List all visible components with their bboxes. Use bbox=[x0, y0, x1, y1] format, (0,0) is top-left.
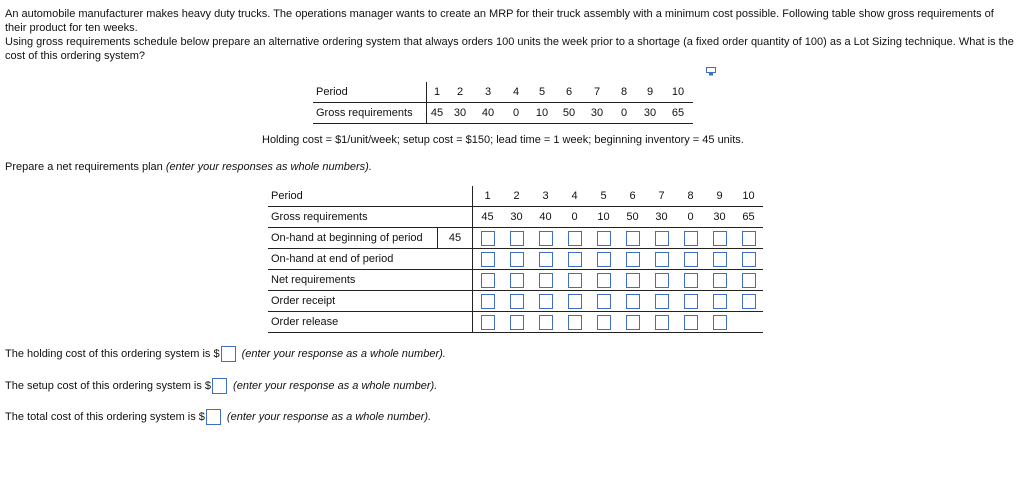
net-requirements-input-6[interactable] bbox=[626, 273, 640, 288]
net-requirements-input-1[interactable] bbox=[481, 273, 495, 288]
net-requirements-input-10[interactable] bbox=[742, 273, 756, 288]
order-release-input-6[interactable] bbox=[626, 315, 640, 330]
onhand-begin-value: 45 bbox=[438, 228, 473, 249]
period-label: Period bbox=[313, 82, 427, 103]
setup-cost-text: The setup cost of this ordering system is $ bbox=[5, 379, 212, 392]
copy-icon[interactable] bbox=[706, 67, 717, 76]
gross-2: 30 bbox=[447, 103, 473, 124]
onhand-begin-input-8[interactable] bbox=[684, 231, 698, 246]
plan-receipt-row bbox=[268, 291, 763, 312]
net-requirements-input-9[interactable] bbox=[713, 273, 727, 288]
net-requirements-input-8[interactable] bbox=[684, 273, 698, 288]
holding-cost-text: The holding cost of this ordering system is $ bbox=[5, 347, 220, 360]
plan-period-8: 8 bbox=[676, 186, 705, 207]
net-requirements-input-5[interactable] bbox=[597, 273, 611, 288]
plan-gross-label: Gross requirements bbox=[268, 207, 438, 228]
period-4: 4 bbox=[503, 82, 529, 103]
gross-6: 50 bbox=[555, 103, 583, 124]
onhand-begin-input-4[interactable] bbox=[568, 231, 582, 246]
onhand-end-input-6[interactable] bbox=[626, 252, 640, 267]
gross-9: 30 bbox=[637, 103, 663, 124]
onhand-begin-input-9[interactable] bbox=[713, 231, 727, 246]
plan-period-7: 7 bbox=[647, 186, 676, 207]
net-requirements-input-3[interactable] bbox=[539, 273, 553, 288]
order-release-label: Order release bbox=[268, 312, 438, 333]
onhand-begin-label: On-hand at beginning of period bbox=[268, 228, 438, 249]
order-release-input-5[interactable] bbox=[597, 315, 611, 330]
problem-line-2: Using gross requirements schedule below prepare an alternative ordering system that always orders 100 units the week prior to a shortage (a fixed order quantity of 100) as a Lot Sizing technique. What is the cost of this ordering system? bbox=[5, 36, 1014, 62]
period-3: 3 bbox=[473, 82, 503, 103]
onhand-end-input-2[interactable] bbox=[510, 252, 524, 267]
plan-period-label: Period bbox=[268, 186, 438, 207]
plan-gross-6: 50 bbox=[618, 207, 647, 228]
onhand-begin-input-6[interactable] bbox=[626, 231, 640, 246]
setup-cost-line bbox=[5, 378, 437, 394]
period-7: 7 bbox=[583, 82, 611, 103]
order-receipt-input-9[interactable] bbox=[713, 294, 727, 309]
plan-period-4: 4 bbox=[560, 186, 589, 207]
plan-gross-1: 45 bbox=[473, 207, 503, 228]
order-receipt-input-8[interactable] bbox=[684, 294, 698, 309]
gross-7: 30 bbox=[583, 103, 611, 124]
net-requirements-input-4[interactable] bbox=[568, 273, 582, 288]
onhand-end-input-3[interactable] bbox=[539, 252, 553, 267]
problem-statement bbox=[5, 7, 1015, 63]
order-release-input-3[interactable] bbox=[539, 315, 553, 330]
plan-period-6: 6 bbox=[618, 186, 647, 207]
onhand-end-label: On-hand at end of period bbox=[268, 249, 438, 270]
plan-gross-3: 40 bbox=[531, 207, 560, 228]
order-release-input-9[interactable] bbox=[713, 315, 727, 330]
order-release-input-4[interactable] bbox=[568, 315, 582, 330]
onhand-begin-input-5[interactable] bbox=[597, 231, 611, 246]
onhand-end-input-8[interactable] bbox=[684, 252, 698, 267]
order-receipt-input-6[interactable] bbox=[626, 294, 640, 309]
order-release-input-8[interactable] bbox=[684, 315, 698, 330]
plan-onhand-begin-row bbox=[268, 228, 763, 249]
onhand-begin-input-2[interactable] bbox=[510, 231, 524, 246]
plan-period-5: 5 bbox=[589, 186, 618, 207]
period-5: 5 bbox=[529, 82, 555, 103]
plan-period-10: 10 bbox=[734, 186, 763, 207]
net-requirements-plan bbox=[268, 186, 763, 333]
total-cost-text: The total cost of this ordering system is $ bbox=[5, 410, 205, 423]
onhand-begin-input-3[interactable] bbox=[539, 231, 553, 246]
gross-row bbox=[313, 103, 693, 124]
instruction-hint: (enter your responses as whole numbers). bbox=[165, 161, 372, 173]
order-release-input-2[interactable] bbox=[510, 315, 524, 330]
problem-line-1: An automobile manufacturer makes heavy duty trucks. The operations manager wants to create an MRP for their truck assembly with a minimum cost possible. Following table show gross requirements of their product for ten weeks. bbox=[5, 8, 994, 34]
gross-10: 65 bbox=[663, 103, 693, 124]
gross-4: 0 bbox=[503, 103, 529, 124]
plan-gross-9: 30 bbox=[705, 207, 734, 228]
plan-gross-2: 30 bbox=[502, 207, 531, 228]
setup-cost-hint: (enter your response as a whole number). bbox=[233, 379, 438, 392]
order-receipt-label: Order receipt bbox=[268, 291, 438, 312]
onhand-begin-input-1[interactable] bbox=[481, 231, 495, 246]
period-1: 1 bbox=[427, 82, 448, 103]
plan-gross-4: 0 bbox=[560, 207, 589, 228]
setup-cost-input[interactable] bbox=[212, 378, 227, 394]
net-requirements-input-7[interactable] bbox=[655, 273, 669, 288]
period-6: 6 bbox=[555, 82, 583, 103]
plan-period-row bbox=[268, 186, 763, 207]
net-requirements-label: Net requirements bbox=[268, 270, 438, 291]
total-cost-input[interactable] bbox=[206, 409, 221, 425]
gross-5: 10 bbox=[529, 103, 555, 124]
plan-gross-10: 65 bbox=[734, 207, 763, 228]
net-requirements-input-2[interactable] bbox=[510, 273, 524, 288]
order-receipt-input-2[interactable] bbox=[510, 294, 524, 309]
plan-period-2: 2 bbox=[502, 186, 531, 207]
holding-cost-line bbox=[5, 346, 446, 362]
plan-release-row bbox=[268, 312, 763, 333]
holding-cost-hint: (enter your response as a whole number). bbox=[241, 347, 446, 360]
gross-3: 40 bbox=[473, 103, 503, 124]
plan-gross-5: 10 bbox=[589, 207, 618, 228]
plan-onhand-end-row bbox=[268, 249, 763, 270]
instruction bbox=[5, 161, 372, 173]
gross-label: Gross requirements bbox=[313, 103, 427, 124]
order-release-input-1[interactable] bbox=[481, 315, 495, 330]
plan-period-1: 1 bbox=[473, 186, 503, 207]
order-receipt-input-5[interactable] bbox=[597, 294, 611, 309]
onhand-end-input-7[interactable] bbox=[655, 252, 669, 267]
onhand-begin-input-10[interactable] bbox=[742, 231, 756, 246]
total-cost-hint: (enter your response as a whole number). bbox=[226, 410, 432, 423]
order-receipt-input-4[interactable] bbox=[568, 294, 582, 309]
onhand-begin-input-7[interactable] bbox=[655, 231, 669, 246]
order-receipt-input-3[interactable] bbox=[539, 294, 553, 309]
order-receipt-input-1[interactable] bbox=[481, 294, 495, 309]
onhand-end-input-9[interactable] bbox=[713, 252, 727, 267]
period-9: 9 bbox=[637, 82, 663, 103]
gross-1: 45 bbox=[427, 103, 448, 124]
gross-requirements-table bbox=[313, 82, 693, 124]
onhand-end-input-5[interactable] bbox=[597, 252, 611, 267]
plan-net-row bbox=[268, 270, 763, 291]
plan-gross-8: 0 bbox=[676, 207, 705, 228]
period-8: 8 bbox=[611, 82, 637, 103]
gross-8: 0 bbox=[611, 103, 637, 124]
order-receipt-input-7[interactable] bbox=[655, 294, 669, 309]
onhand-end-input-4[interactable] bbox=[568, 252, 582, 267]
plan-gross-7: 30 bbox=[647, 207, 676, 228]
instruction-text: Prepare a net requirements plan bbox=[5, 161, 166, 173]
plan-period-9: 9 bbox=[705, 186, 734, 207]
plan-period-3: 3 bbox=[531, 186, 560, 207]
period-2: 2 bbox=[447, 82, 473, 103]
period-row bbox=[313, 82, 693, 103]
order-release-input-7[interactable] bbox=[655, 315, 669, 330]
total-cost-line bbox=[5, 409, 431, 425]
parameters-text: Holding cost = $1/unit/week; setup cost = $150; lead time = 1 week; beginning inventory = 45 units. bbox=[262, 134, 744, 146]
order-receipt-input-10[interactable] bbox=[742, 294, 756, 309]
onhand-end-input-1[interactable] bbox=[481, 252, 495, 267]
plan-gross-row bbox=[268, 207, 763, 228]
holding-cost-input[interactable] bbox=[221, 346, 236, 362]
onhand-end-input-10[interactable] bbox=[742, 252, 756, 267]
period-10: 10 bbox=[663, 82, 693, 103]
